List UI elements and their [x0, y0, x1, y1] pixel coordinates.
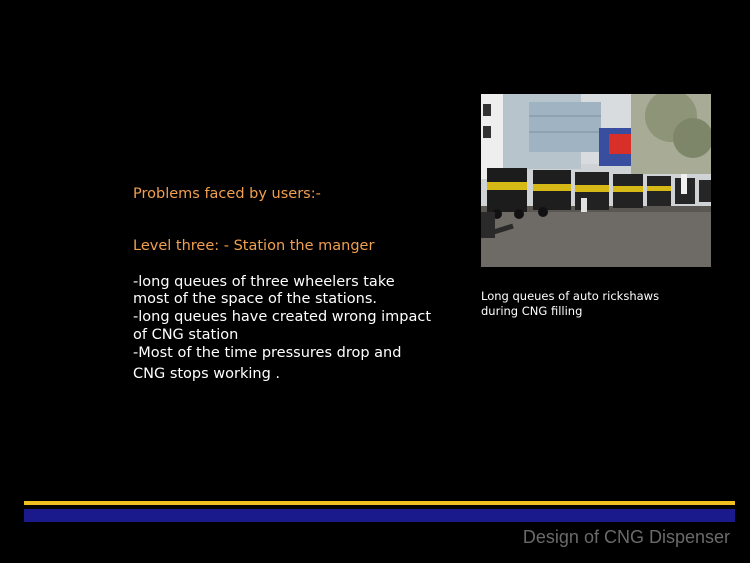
body-line: -Most of the time pressures drop and	[133, 345, 402, 361]
footer-rule-blue	[24, 509, 735, 522]
slide-heading: Problems faced by users:-	[133, 186, 321, 202]
body-line: -long queues have created wrong impact	[133, 309, 432, 325]
body-line: CNG stops working .	[133, 366, 281, 382]
footer-title: Design of CNG Dispenser	[522, 527, 730, 547]
caption-line: during CNG filling	[481, 304, 583, 318]
slide-subheading: Level three: - Station the manger	[133, 238, 375, 254]
photo-caption	[481, 289, 731, 319]
caption-line: Long queues of auto rickshaws	[481, 289, 660, 303]
footer-rule-yellow	[24, 501, 735, 505]
auto-rickshaw-queue-photo	[481, 94, 711, 267]
body-line: of CNG station	[133, 327, 239, 343]
body-line: -long queues of three wheelers take	[133, 274, 395, 290]
body-line: most of the space of the stations.	[133, 291, 378, 307]
